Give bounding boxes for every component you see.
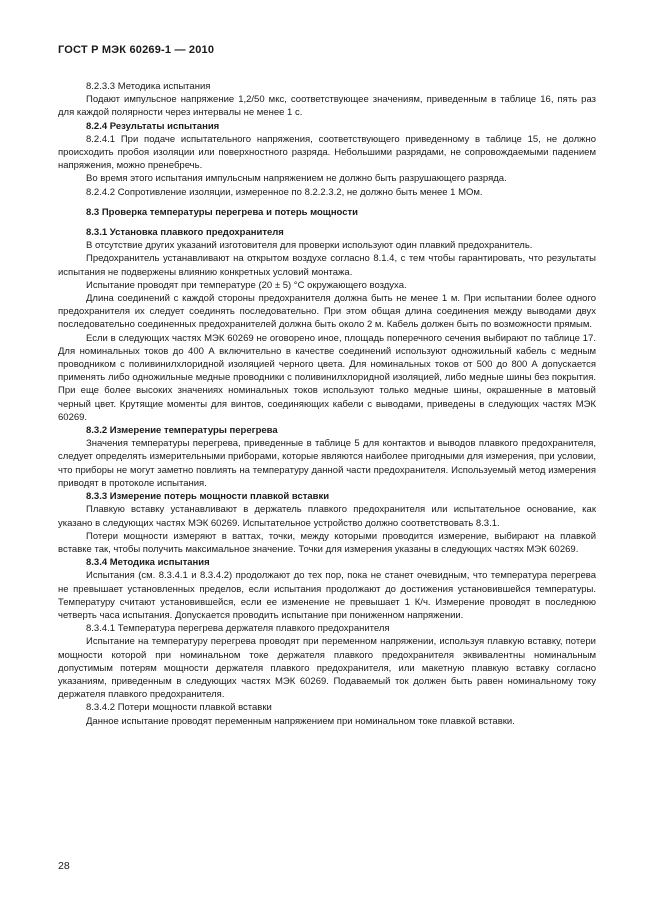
body-paragraph: Испытание проводят при температуре (20 ± 5) °С окружающего воздуха. bbox=[86, 279, 407, 291]
clause-heading: 8.3.1 Установка плавкого предохранителя bbox=[86, 227, 284, 239]
clause-heading: 8.3.2 Измерение температуры перегрева bbox=[86, 425, 278, 437]
body-paragraph: В отсутствие других указаний изготовителя для проверки используют один плавкий предохранитель. bbox=[86, 240, 533, 252]
clause-heading: 8.3.4.2 Потери мощности плавкой вставки bbox=[86, 702, 272, 714]
body-paragraph: Данное испытание проводят переменным напряжением при номинальном токе плавкой вставки. bbox=[86, 715, 515, 727]
page-body bbox=[58, 80, 596, 728]
clause-heading: 8.3.3 Измерение потерь мощности плавкой вставки bbox=[86, 491, 330, 503]
clause-heading: 8.3.4.1 Температура перегрева держателя плавкого предохранителя bbox=[86, 623, 390, 635]
body-paragraph: Испытание на температуру перегрева проводят при переменном напряжении, используя плавкую вставку, потери мощности которой при номинальном токе держателя плавкого предохранителя эквивалентны номинальным допустимым потерям мощности держателя плавкого предохранителя, или макетную плавкую вставку согласно указаниям, приведенным в следующих частях МЭК 60269. Подаваемый ток должен быть равен номинальному току держателя плавкого предохранителя. bbox=[58, 636, 596, 701]
clause-heading: 8.2.4 Результаты испытания bbox=[86, 120, 220, 132]
document-header: ГОСТ Р МЭК 60269-1 — 2010 bbox=[58, 44, 215, 56]
body-paragraph: 8.2.4.1 При подаче испытательного напряжения, соответствующего приведенному в таблице 15, не должно происходить пробоя изоляции или поверхностного разряда. Небольшими разрядами, не сопровождаемыми падением напряжения, можно пренебречь. bbox=[58, 133, 596, 172]
body-paragraph: Значения температуры перегрева, приведенные в таблице 5 для контактов и выводов плавкого предохранителя, следует определять измерительными приборами, которые являются наиболее пригодными для измерения, при условии, что приборы не могут заметно повлиять на температуру данной части предохранителя. Используемый метод измерения приводят в протоколе испытания. bbox=[58, 438, 596, 489]
clause-heading: 8.3.4 Методика испытания bbox=[86, 557, 210, 569]
section-heading: 8.3 Проверка температуры перегрева и потерь мощности bbox=[86, 206, 359, 218]
body-paragraph: Предохранитель устанавливают на открытом воздухе согласно 8.1.4, с тем чтобы гарантировать, что результаты испытания не подвержены влиянию конкретных условий монтажа. bbox=[58, 253, 596, 278]
body-paragraph: Во время этого испытания импульсным напряжением не должно быть разрушающего разряда. bbox=[86, 173, 507, 185]
body-paragraph: Длина соединений с каждой стороны предохранителя должна быть не менее 1 м. При испытании более одного предохранителя их следует соединять последовательно. При этом общая длина соединения между выводами двух последовательно соединенных предохранителей должна быть около 2 м. Кабель должен быть по возможности прямым. bbox=[58, 293, 596, 331]
body-paragraph: 8.2.4.2 Сопротивление изоляции, измеренное по 8.2.2.3.2, не должно быть менее 1 МОм. bbox=[86, 186, 483, 198]
body-paragraph: Если в следующих частях МЭК 60269 не оговорено иное, площадь поперечного сечения выбирают по таблице 17. Для номинальных токов до 400 А включительно в качестве соединений используют одножильный кабель с медным проводником с поливинилхлоридной изоляцией черного цвета. Для номинальных токов от 500 до 800 А допускается применять либо одножильные медные проводники с поливинилхлоридной изоляцией, либо медные шины без покрытия. При еще более высоких значениях номинальных токов используют только медные шины, окрашенные в матовый черный цвет. Крутящие моменты для винтов, соединяющих кабели с выводами, приведены в следующих частях МЭК 60269. bbox=[58, 332, 596, 423]
body-paragraph: Плавкую вставку устанавливают в держатель плавкого предохранителя или испытательное основание, как указано в следующих частях МЭК 60269. Испытательное устройство должно соответствовать 8.3.1. bbox=[58, 504, 596, 529]
clause-heading: 8.2.3.3 Методика испытания bbox=[86, 81, 211, 92]
body-paragraph: Подают импульсное напряжение 1,2/50 мкс, соответствующее значениям, приведенным в таблице 16, пять раз для каждой полярности через интервалы не менее 1 с. bbox=[58, 94, 596, 119]
body-paragraph: Потери мощности измеряют в ваттах, точки, между которыми проводится измерение, выбирают на плавкой вставке так, чтобы получить максимальное значение. Точки для измерения указаны в следующих частях МЭК 60269. bbox=[58, 530, 596, 555]
body-paragraph: Испытания (см. 8.3.4.1 и 8.3.4.2) продолжают до тех пор, пока не станет очевидным, что температура перегрева не превышает установленных пределов, если испытания продолжают до достижения установившейся температуры. Температуру считают установившейся, если ее изменение не превышает 1 К/ч. Измерение проводят в последнюю четверть часа испытания. Допускается проводить испытание при пониженном напряжении. bbox=[58, 570, 596, 621]
page-number: 28 bbox=[58, 860, 70, 872]
